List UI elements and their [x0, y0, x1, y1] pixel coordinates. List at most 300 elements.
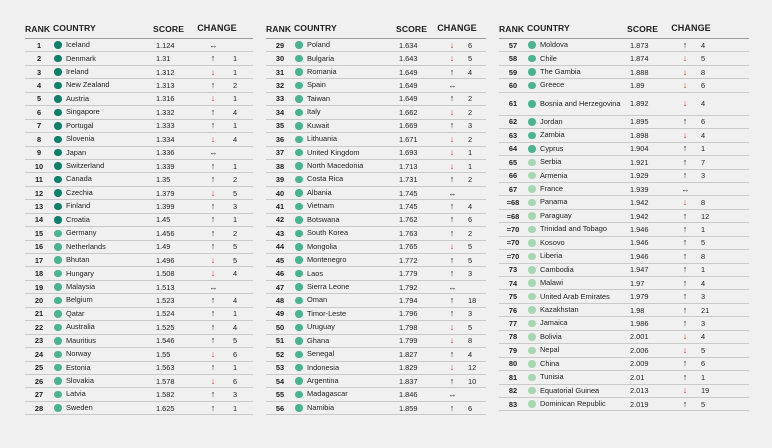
no-change-icon: ↔	[209, 282, 217, 292]
score-value: 1.794	[399, 296, 418, 306]
change-value: 4	[468, 67, 473, 77]
table-row	[25, 362, 253, 375]
change-value: 5	[468, 255, 473, 265]
level-dot-icon	[295, 203, 303, 211]
arrow-down-icon: ↓	[210, 348, 216, 359]
rank-value: 13	[34, 201, 44, 211]
country-name: Serbia	[540, 157, 562, 167]
peace-level-indicator	[527, 100, 537, 108]
table-row	[25, 79, 253, 92]
level-dot-icon	[295, 122, 303, 130]
peace-level-indicator	[527, 239, 537, 247]
no-change-icon: ↔	[448, 188, 456, 198]
peace-level-indicator	[294, 297, 304, 305]
rank-value: 49	[275, 309, 285, 319]
level-dot-icon	[54, 176, 62, 184]
rank-value: 44	[275, 242, 285, 252]
rank-value: 12	[34, 188, 44, 198]
country-name: Nepal	[540, 345, 560, 355]
score-value: 1.763	[399, 228, 418, 238]
level-dot-icon	[528, 41, 536, 49]
level-dot-icon	[528, 266, 536, 274]
rank-value: 47	[275, 282, 285, 292]
arrow-down-icon: ↓	[682, 331, 688, 342]
score-value: 1.649	[399, 81, 418, 91]
peace-level-indicator	[53, 41, 63, 49]
arrow-up-icon: ↑	[682, 304, 688, 315]
peace-level-indicator	[53, 404, 63, 412]
country-name: Malawi	[540, 278, 563, 288]
level-dot-icon	[295, 230, 303, 238]
score-value: 1.625	[156, 403, 175, 413]
level-dot-icon	[295, 351, 303, 359]
score-value: 1.986	[630, 319, 649, 329]
score-value: 1.316	[156, 94, 175, 104]
table-row	[25, 93, 253, 106]
change-value: 12	[701, 211, 710, 221]
table-row	[25, 241, 253, 254]
peace-level-indicator	[294, 162, 304, 170]
table-row	[25, 388, 253, 401]
level-dot-icon	[528, 333, 536, 341]
rank-value: =70	[506, 238, 520, 248]
country-name: France	[540, 184, 564, 194]
peace-level-indicator	[527, 253, 537, 261]
country-name: China	[540, 358, 560, 368]
arrow-down-icon: ↓	[682, 197, 688, 208]
country-name: Latvia	[66, 389, 86, 399]
rank-value: 48	[275, 296, 285, 306]
arrow-up-icon: ↑	[682, 250, 688, 261]
rank-value: 20	[34, 296, 44, 306]
no-change-icon: ↔	[448, 81, 456, 91]
rank-value: 16	[34, 242, 44, 252]
peace-level-indicator	[527, 360, 537, 368]
score-value: 1.399	[156, 201, 175, 211]
change-header: CHANGE	[197, 23, 237, 33]
score-value: 1.772	[399, 255, 418, 265]
level-dot-icon	[295, 109, 303, 117]
change-value: 6	[701, 81, 706, 91]
level-dot-icon	[528, 226, 536, 234]
score-value: 1.947	[630, 265, 649, 275]
peace-level-indicator	[294, 189, 304, 197]
score-value: 1.334	[156, 134, 175, 144]
peace-level-indicator	[527, 145, 537, 153]
level-dot-icon	[54, 243, 62, 251]
level-dot-icon	[54, 283, 62, 291]
level-dot-icon	[528, 306, 536, 314]
score-value: 1.779	[399, 269, 418, 279]
country-name: Estonia	[66, 362, 91, 372]
country-name: Iceland	[66, 40, 90, 50]
rank-value: 76	[508, 305, 518, 315]
score-value: 1.929	[630, 171, 649, 181]
peace-level-indicator	[527, 320, 537, 328]
score-value: 1.873	[630, 40, 649, 50]
rank-value: 18	[34, 269, 44, 279]
arrow-down-icon: ↓	[682, 98, 688, 109]
table-row	[499, 237, 749, 250]
score-value: 1.792	[399, 282, 418, 292]
level-dot-icon	[54, 82, 62, 90]
peace-level-indicator	[294, 136, 304, 144]
rank-value: 19	[34, 282, 44, 292]
arrow-up-icon: ↑	[682, 223, 688, 234]
score-value: 1.524	[156, 309, 175, 319]
peace-level-indicator	[527, 279, 537, 287]
score-value: 1.35	[156, 175, 171, 185]
country-name: Senegal	[307, 349, 335, 359]
table-row	[25, 254, 253, 267]
table-row	[499, 358, 749, 371]
peace-level-indicator	[294, 364, 304, 372]
rank-value: 75	[508, 292, 518, 302]
country-name: Cyprus	[540, 143, 564, 153]
change-value: 2	[233, 81, 238, 91]
score-value: 1.762	[399, 215, 418, 225]
change-value: 2	[233, 228, 238, 238]
country-name: Armenia	[540, 170, 568, 180]
arrow-up-icon: ↑	[449, 348, 455, 359]
score-value: 1.97	[630, 278, 645, 288]
table-row	[25, 120, 253, 133]
score-header: SCORE	[627, 23, 659, 34]
change-value: 1	[233, 161, 238, 171]
rank-value: 74	[508, 278, 518, 288]
arrow-up-icon: ↑	[449, 93, 455, 104]
rank-value: 35	[275, 121, 285, 131]
table-row	[499, 129, 749, 142]
level-dot-icon	[295, 68, 303, 76]
rank-value: 30	[275, 54, 285, 64]
table-row	[266, 173, 486, 186]
country-name: Netherlands	[66, 241, 106, 251]
score-value: 1.745	[399, 201, 418, 211]
arrow-up-icon: ↑	[682, 237, 688, 248]
score-value: 1.669	[399, 121, 418, 131]
level-dot-icon	[295, 404, 303, 412]
arrow-up-icon: ↑	[449, 174, 455, 185]
peace-level-indicator	[294, 351, 304, 359]
level-dot-icon	[528, 172, 536, 180]
rank-value: 43	[275, 228, 285, 238]
peace-level-indicator	[294, 377, 304, 385]
peace-level-indicator	[527, 68, 537, 76]
country-name: Bulgaria	[307, 53, 335, 63]
score-value: 2.019	[630, 399, 649, 409]
table-row	[25, 173, 253, 186]
country-name: United Arab Emirates	[540, 291, 610, 301]
level-dot-icon	[295, 391, 303, 399]
country-name: Romania	[307, 66, 337, 76]
table-row	[25, 294, 253, 307]
level-dot-icon	[295, 41, 303, 49]
country-name: Timor-Leste	[307, 308, 347, 318]
rank-value: 6	[36, 107, 42, 117]
change-value: 10	[468, 376, 477, 386]
country-name: Ghana	[307, 335, 330, 345]
score-value: 2.001	[630, 332, 649, 342]
change-value: 6	[701, 117, 706, 127]
peace-level-indicator	[53, 310, 63, 318]
arrow-down-icon: ↓	[682, 66, 688, 77]
country-name: Lithuania	[307, 134, 337, 144]
score-value: 1.55	[156, 349, 171, 359]
table-row	[25, 227, 253, 240]
level-dot-icon	[54, 149, 62, 157]
country-name: Croatia	[66, 214, 90, 224]
table-row	[266, 106, 486, 119]
rank-value: 55	[275, 390, 285, 400]
peace-level-indicator	[53, 149, 63, 157]
level-dot-icon	[54, 351, 62, 359]
table-row	[266, 281, 486, 294]
peace-level-indicator	[294, 243, 304, 251]
arrow-up-icon: ↑	[210, 241, 216, 252]
level-dot-icon	[295, 270, 303, 278]
peace-level-indicator	[294, 149, 304, 157]
change-value: 1	[701, 372, 706, 382]
table-row	[25, 281, 253, 294]
table-row	[499, 183, 749, 196]
table-row	[25, 147, 253, 160]
score-value: 1.745	[399, 188, 418, 198]
rank-value: 26	[34, 376, 44, 386]
peace-level-indicator	[527, 199, 537, 207]
country-name: Slovenia	[66, 134, 95, 144]
peace-level-indicator	[527, 172, 537, 180]
level-dot-icon	[528, 199, 536, 207]
table-row	[266, 133, 486, 146]
rank-value: 25	[34, 363, 44, 373]
level-dot-icon	[295, 162, 303, 170]
arrow-up-icon: ↑	[449, 120, 455, 131]
score-value: 1.837	[399, 376, 418, 386]
arrow-up-icon: ↑	[210, 80, 216, 91]
arrow-up-icon: ↑	[449, 227, 455, 238]
rank-value: 23	[34, 336, 44, 346]
table-row	[499, 210, 749, 223]
table-row	[499, 196, 749, 209]
rank-value: 57	[508, 40, 518, 50]
score-value: 1.508	[156, 269, 175, 279]
rank-value: 42	[275, 215, 285, 225]
country-name: Trinidad and Tobago	[540, 224, 607, 234]
change-value: 6	[233, 376, 238, 386]
change-value: 3	[233, 390, 238, 400]
country-name: Cambodia	[540, 264, 574, 274]
level-dot-icon	[54, 55, 62, 63]
arrow-down-icon: ↓	[449, 106, 455, 117]
level-dot-icon	[528, 118, 536, 126]
peace-level-indicator	[527, 55, 537, 63]
table-row	[266, 187, 486, 200]
table-row	[266, 120, 486, 133]
rank-value: 15	[34, 228, 44, 238]
score-value: 1.456	[156, 228, 175, 238]
rank-value: =70	[506, 251, 520, 261]
country-name: Greece	[540, 80, 565, 90]
arrow-down-icon: ↓	[449, 362, 455, 373]
arrow-up-icon: ↑	[210, 227, 216, 238]
rank-value: 64	[508, 144, 518, 154]
rank-value: 66	[508, 171, 518, 181]
peace-level-indicator	[527, 293, 537, 301]
rank-value: 80	[508, 359, 518, 369]
arrow-up-icon: ↑	[682, 277, 688, 288]
level-dot-icon	[295, 136, 303, 144]
change-value: 3	[468, 269, 473, 279]
table-row	[499, 156, 749, 169]
score-value: 1.578	[156, 376, 175, 386]
level-dot-icon	[54, 109, 62, 117]
rank-value: 17	[34, 255, 44, 265]
country-name: Slovakia	[66, 376, 94, 386]
table-row	[25, 133, 253, 146]
change-value: 4	[701, 332, 706, 342]
peace-level-indicator	[53, 203, 63, 211]
peace-level-indicator	[527, 333, 537, 341]
arrow-down-icon: ↓	[210, 93, 216, 104]
arrow-down-icon: ↓	[449, 335, 455, 346]
country-name: Italy	[307, 107, 321, 117]
score-value: 1.693	[399, 148, 418, 158]
table-row	[266, 375, 486, 388]
country-name: Malaysia	[66, 281, 96, 291]
change-value: 2	[468, 175, 473, 185]
table-row	[266, 66, 486, 79]
peace-level-indicator	[294, 95, 304, 103]
level-dot-icon	[528, 55, 536, 63]
table-row	[25, 321, 253, 334]
score-value: 1.523	[156, 296, 175, 306]
arrow-down-icon: ↓	[682, 385, 688, 396]
country-name: Liberia	[540, 251, 563, 261]
rank-value: 1	[36, 40, 42, 50]
score-value: 1.89	[630, 81, 645, 91]
table-row	[499, 223, 749, 236]
country-name: Canada	[66, 174, 92, 184]
table-row	[266, 160, 486, 173]
peace-level-indicator	[527, 212, 537, 220]
change-header: CHANGE	[671, 23, 711, 33]
country-name: Paraguay	[540, 210, 572, 220]
rank-value: 52	[275, 349, 285, 359]
rank-value: 21	[34, 309, 44, 319]
score-value: 2.009	[630, 359, 649, 369]
rank-value: 77	[508, 319, 518, 329]
score-value: 1.798	[399, 322, 418, 332]
no-change-icon: ↔	[209, 40, 217, 50]
peace-level-indicator	[527, 306, 537, 314]
table-row	[266, 227, 486, 240]
rank-value: 62	[508, 117, 518, 127]
peace-level-indicator	[527, 387, 537, 395]
rank-value: 81	[508, 372, 518, 382]
level-dot-icon	[295, 256, 303, 264]
change-value: 5	[233, 188, 238, 198]
table-row	[266, 348, 486, 361]
country-name: Singapore	[66, 107, 100, 117]
country-name: The Gambia	[540, 66, 581, 76]
table-row	[266, 147, 486, 160]
arrow-down-icon: ↓	[449, 160, 455, 171]
level-dot-icon	[54, 68, 62, 76]
level-dot-icon	[528, 374, 536, 382]
change-value: 3	[233, 201, 238, 211]
level-dot-icon	[295, 297, 303, 305]
change-value: 4	[468, 349, 473, 359]
peace-level-indicator	[527, 82, 537, 90]
level-dot-icon	[54, 203, 62, 211]
change-value: 21	[701, 305, 710, 315]
rank-value: 41	[275, 201, 285, 211]
country-header: COUNTRY	[527, 23, 570, 34]
level-dot-icon	[54, 364, 62, 372]
rank-value: 28	[34, 403, 44, 413]
table-row	[266, 362, 486, 375]
no-change-icon: ↔	[209, 148, 217, 158]
level-dot-icon	[54, 189, 62, 197]
score-value: 1.124	[156, 40, 175, 50]
table-row	[266, 308, 486, 321]
arrow-up-icon: ↑	[210, 214, 216, 225]
rank-value: 27	[34, 390, 44, 400]
table-row	[499, 250, 749, 263]
table-row	[25, 335, 253, 348]
rank-value: 40	[275, 188, 285, 198]
arrow-down-icon: ↓	[449, 53, 455, 64]
score-value: 1.546	[156, 336, 175, 346]
table-row	[499, 277, 749, 290]
change-value: 8	[701, 67, 706, 77]
change-value: 1	[701, 224, 706, 234]
arrow-down-icon: ↓	[449, 241, 455, 252]
rank-value: 63	[508, 130, 518, 140]
arrow-up-icon: ↑	[210, 120, 216, 131]
peace-level-indicator	[527, 266, 537, 274]
level-dot-icon	[295, 283, 303, 291]
rank-value: =68	[506, 211, 520, 221]
level-dot-icon	[295, 310, 303, 318]
score-value: 1.662	[399, 107, 418, 117]
rank-value: 34	[275, 107, 285, 117]
peace-level-indicator	[294, 122, 304, 130]
country-name: Czechia	[66, 187, 93, 197]
peace-level-indicator	[53, 68, 63, 76]
peace-level-indicator	[294, 391, 304, 399]
level-dot-icon	[295, 216, 303, 224]
level-dot-icon	[528, 387, 536, 395]
change-value: 6	[701, 359, 706, 369]
table-row	[499, 39, 749, 52]
change-value: 2	[468, 134, 473, 144]
country-name: Panama	[540, 197, 568, 207]
country-name: Norway	[66, 349, 92, 359]
table-row	[266, 388, 486, 401]
level-dot-icon	[528, 320, 536, 328]
country-name: Oman	[307, 295, 328, 305]
table-row	[25, 200, 253, 213]
change-value: 5	[233, 242, 238, 252]
level-dot-icon	[54, 391, 62, 399]
peace-level-indicator	[53, 270, 63, 278]
table-row	[25, 267, 253, 280]
level-dot-icon	[54, 404, 62, 412]
score-value: 1.513	[156, 282, 175, 292]
level-dot-icon	[528, 132, 536, 140]
